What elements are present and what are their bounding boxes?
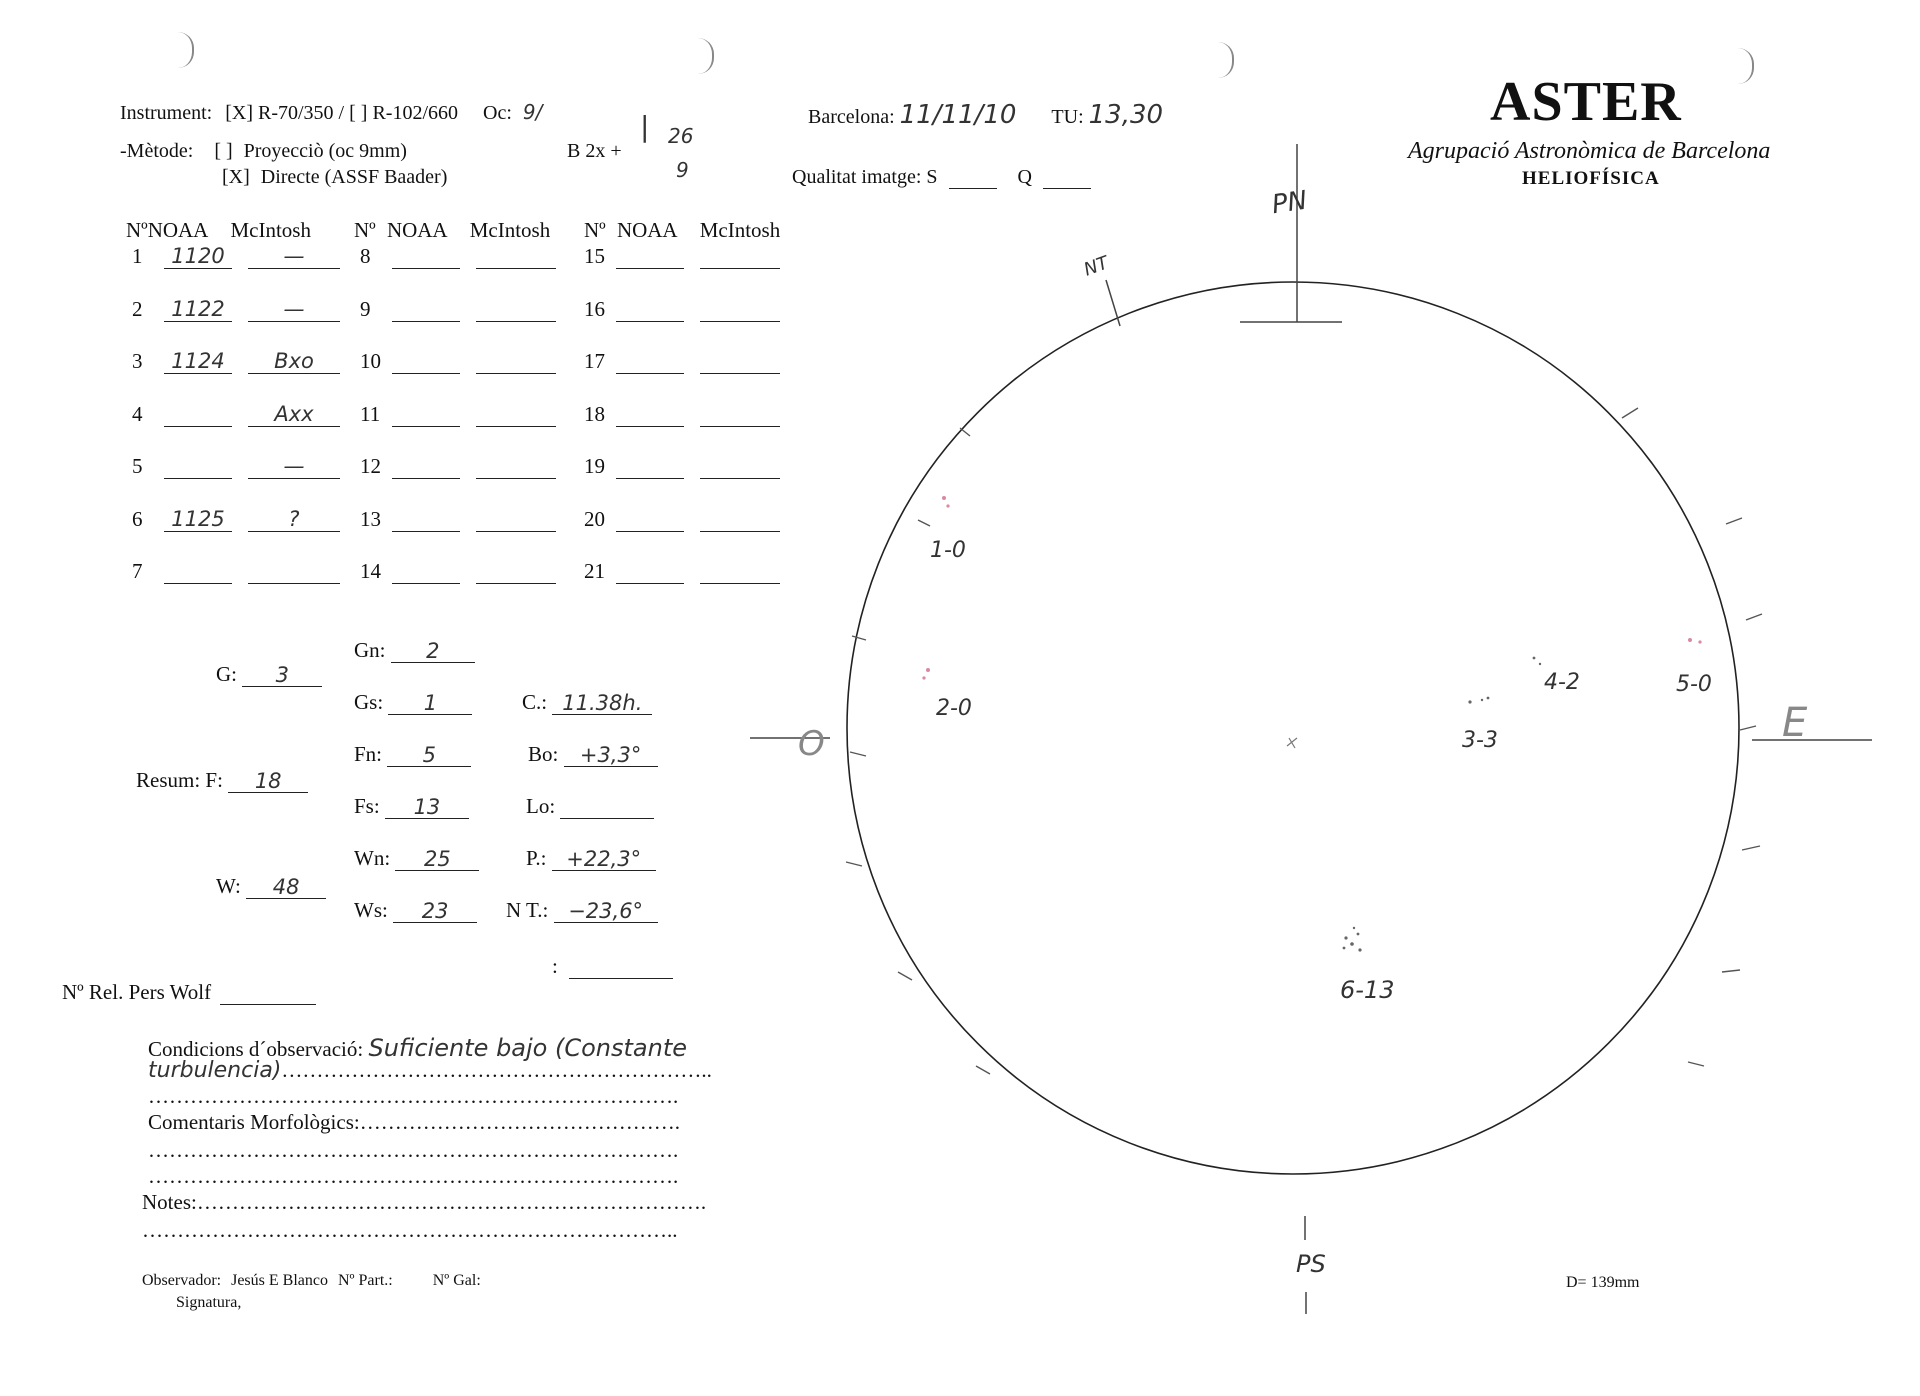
gal-label: Nº Gal: bbox=[432, 1272, 481, 1289]
group-label-3: 3-3 bbox=[1462, 728, 1498, 753]
row-number: 15 bbox=[584, 244, 605, 268]
tu-label: TU: bbox=[1051, 106, 1084, 128]
row-number: 17 bbox=[584, 349, 605, 373]
b-value-bottom: 9 bbox=[676, 158, 689, 182]
header-mcintosh: McIntosh bbox=[469, 218, 551, 242]
dotted-line: …………………………………………………………………. bbox=[148, 1138, 679, 1162]
method-checkbox-1[interactable]: [ ] bbox=[214, 140, 233, 162]
noaa-field[interactable]: 1124 bbox=[164, 351, 232, 374]
morph-label: Comentaris Morfològics: bbox=[148, 1110, 360, 1134]
pole-north-label: PN bbox=[1270, 185, 1310, 221]
group-label-6: 6-13 bbox=[1340, 976, 1395, 1004]
mcintosh-field[interactable]: — bbox=[248, 246, 340, 269]
mcintosh-field[interactable]: — bbox=[248, 299, 340, 322]
method-label: -Mètode: bbox=[120, 140, 194, 162]
sunspot-dots bbox=[1343, 657, 1542, 952]
brand-subtitle: Agrupació Astronòmica de Barcelona bbox=[1408, 138, 1771, 164]
ws-label: Ws: bbox=[354, 898, 388, 922]
bo-value[interactable]: +3,3° bbox=[564, 744, 658, 767]
west-label: O bbox=[798, 724, 825, 764]
east-label: E bbox=[1782, 700, 1808, 746]
instrument-label: Instrument: bbox=[120, 102, 213, 124]
observer-name: Jesús E Blanco bbox=[231, 1272, 328, 1289]
header-no: Nº bbox=[584, 218, 606, 242]
row-number: 3 bbox=[132, 349, 143, 373]
mcintosh-field[interactable]: Bxo bbox=[248, 351, 340, 374]
c-label: C.: bbox=[522, 690, 548, 714]
p-value[interactable]: +22,3° bbox=[552, 848, 656, 871]
g-label: G: bbox=[216, 662, 237, 686]
method-option-1: Proyecciò (oc 9mm) bbox=[243, 140, 407, 162]
header-noaa: NOAA bbox=[386, 218, 447, 242]
row-number: 9 bbox=[360, 296, 371, 321]
header-mcintosh: McIntosh bbox=[230, 218, 311, 242]
nt-label: NT bbox=[1081, 252, 1112, 281]
noaa-field[interactable]: 1125 bbox=[164, 509, 232, 532]
dotted-line: ………………………………………………………………. bbox=[196, 1190, 707, 1214]
ws-value[interactable]: 23 bbox=[393, 900, 477, 923]
mcintosh-field[interactable]: Axx bbox=[248, 404, 340, 427]
gn-label: Gn: bbox=[354, 638, 386, 662]
oc-label: Oc: bbox=[483, 102, 512, 124]
group-label-5: 5-0 bbox=[1676, 672, 1712, 697]
mcintosh-field[interactable]: ? bbox=[248, 509, 340, 532]
city-label: Barcelona: bbox=[808, 106, 895, 128]
row-number: 5 bbox=[132, 454, 143, 478]
row-number: 2 bbox=[132, 296, 143, 321]
method-checkbox-2[interactable]: [X] bbox=[222, 166, 250, 188]
conditions-label: Condicions d´observació: bbox=[148, 1037, 364, 1061]
quality-s-label: Qualitat imatge: S bbox=[792, 166, 938, 188]
w-value[interactable]: 48 bbox=[246, 876, 326, 899]
header-noaa: NOAA bbox=[616, 218, 677, 242]
header-mcintosh: McIntosh bbox=[699, 218, 781, 242]
b-bracket: | bbox=[640, 110, 650, 143]
part-label: Nº Part.: bbox=[337, 1272, 393, 1289]
pole-south-label: PS bbox=[1296, 1250, 1326, 1278]
wn-value[interactable]: 25 bbox=[395, 848, 479, 871]
bo-label: Bo: bbox=[528, 742, 559, 766]
row-number: 14 bbox=[360, 559, 381, 583]
header-no: Nº bbox=[126, 218, 148, 242]
row-number: 21 bbox=[584, 559, 605, 583]
lo-label: Lo: bbox=[526, 794, 556, 818]
oc-value: 9/ bbox=[522, 100, 543, 124]
mcintosh-field[interactable]: — bbox=[248, 456, 340, 479]
row-number: 13 bbox=[360, 506, 381, 531]
brand-section: HELIOFÍSICA bbox=[1522, 168, 1660, 189]
noaa-field[interactable]: 1120 bbox=[164, 246, 232, 269]
wolf-label: Nº Rel. Pers Wolf bbox=[62, 980, 212, 1004]
f-value[interactable]: 18 bbox=[228, 770, 308, 793]
row-number: 16 bbox=[584, 296, 605, 321]
row-number: 12 bbox=[360, 454, 381, 478]
dotted-line: ………………………………………………………………….. bbox=[142, 1218, 678, 1242]
row-number: 6 bbox=[132, 506, 143, 531]
faculae-marks bbox=[922, 496, 1701, 680]
diameter-label: D= 139mm bbox=[1566, 1274, 1640, 1291]
date-value: 11/11/10 bbox=[899, 100, 1017, 130]
row-number: 7 bbox=[132, 559, 143, 583]
w-label: W: bbox=[216, 874, 241, 898]
limb-ticks bbox=[846, 408, 1762, 1074]
gn-value[interactable]: 2 bbox=[391, 640, 475, 663]
resum-f-label: Resum: F: bbox=[136, 768, 223, 792]
gs-label: Gs: bbox=[354, 690, 384, 714]
c-value[interactable]: 11.38h. bbox=[552, 692, 652, 715]
fs-label: Fs: bbox=[354, 794, 380, 818]
p-label: P.: bbox=[526, 846, 547, 870]
dotted-line: …………………………………………………………………. bbox=[148, 1084, 679, 1108]
quality-q-label: Q bbox=[1017, 166, 1032, 188]
observer-label: Observador: bbox=[142, 1272, 222, 1289]
instrument-option-1: R-70/350 / bbox=[257, 102, 345, 124]
dotted-line: …………………………………………………….. bbox=[281, 1058, 712, 1082]
header-noaa: NOAA bbox=[147, 218, 208, 242]
gs-value[interactable]: 1 bbox=[388, 692, 472, 715]
conditions-value-line1[interactable]: Suficiente bajo (Constante bbox=[368, 1034, 688, 1062]
row-number: 4 bbox=[132, 401, 143, 426]
b-value-top: 26 bbox=[668, 124, 694, 148]
noaa-field[interactable]: 1122 bbox=[164, 299, 232, 322]
row-number: 10 bbox=[360, 349, 381, 373]
header-no: Nº bbox=[354, 218, 376, 242]
conditions-value-line2[interactable]: turbulencia) bbox=[148, 1058, 282, 1083]
row-number: 18 bbox=[584, 401, 605, 426]
wn-label: Wn: bbox=[354, 846, 391, 870]
row-number: 8 bbox=[360, 244, 371, 268]
notes-label: Notes: bbox=[142, 1190, 197, 1214]
solar-disk bbox=[847, 282, 1739, 1174]
b-label: B 2x + bbox=[567, 140, 622, 162]
signature-label: Signatura, bbox=[176, 1294, 242, 1311]
fn-label: Fn: bbox=[354, 742, 383, 766]
row-number: 20 bbox=[584, 506, 605, 531]
nt-value[interactable]: −23,6° bbox=[554, 900, 658, 923]
group-label-4: 4-2 bbox=[1544, 670, 1580, 695]
instrument-option-2: R-102/660 bbox=[372, 102, 458, 124]
method-option-2: Directe (ASSF Baader) bbox=[260, 166, 448, 188]
tu-value: 13,30 bbox=[1088, 100, 1164, 130]
row-number: 1 bbox=[132, 244, 143, 268]
brand-title: ASTER bbox=[1490, 71, 1682, 133]
group-label-1: 1-0 bbox=[930, 538, 966, 563]
nt-label: N T.: bbox=[506, 898, 549, 922]
group-label-2: 2-0 bbox=[936, 696, 972, 721]
fn-value[interactable]: 5 bbox=[387, 744, 471, 767]
instrument-checkbox-1[interactable]: [X] bbox=[225, 102, 253, 124]
fs-value[interactable]: 13 bbox=[385, 796, 469, 819]
row-number: 19 bbox=[584, 454, 605, 478]
instrument-checkbox-2[interactable]: [ ] bbox=[349, 102, 368, 124]
dotted-line: …………………………………………………………………. bbox=[148, 1164, 679, 1188]
dotted-line: ………………………………………. bbox=[359, 1110, 680, 1134]
row-number: 11 bbox=[360, 401, 381, 426]
g-value[interactable]: 3 bbox=[242, 664, 322, 687]
colon-label: : bbox=[552, 954, 558, 978]
